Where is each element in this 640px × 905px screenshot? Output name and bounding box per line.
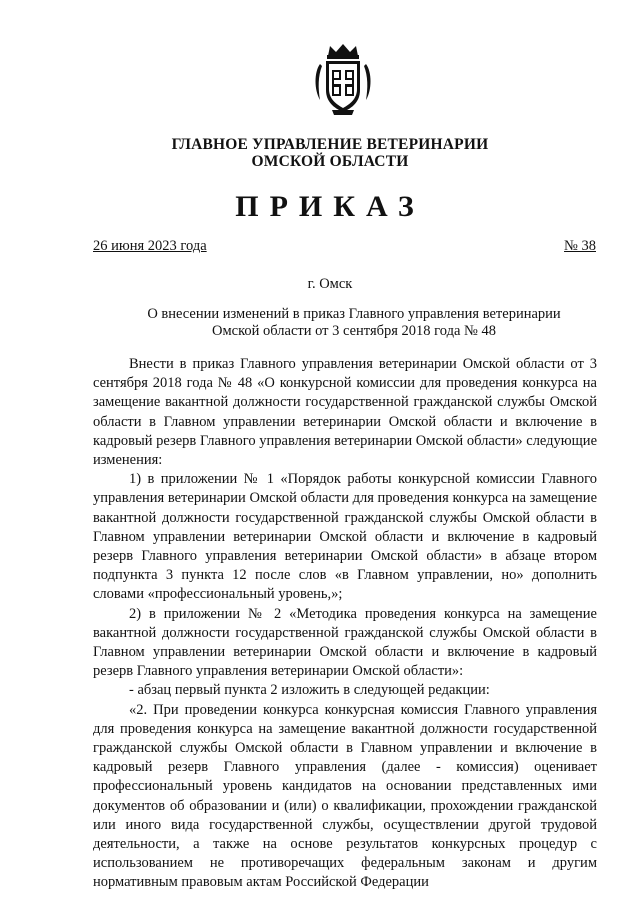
- organization-name-line1: ГЛАВНОЕ УПРАВЛЕНИЕ ВЕТЕРИНАРИИ: [171, 136, 489, 153]
- document-number: № 38: [564, 238, 596, 254]
- omsk-coat-of-arms-icon: [312, 42, 374, 116]
- body-paragraph: - абзац первый пункта 2 изложить в следующей редакции:: [129, 682, 490, 699]
- document-type-title: ПРИКАЗ: [235, 190, 425, 223]
- body-paragraph: 2) в приложении № 2 «Методика проведения конкурса на замещение вакантной должности государственной гражданской службы Омской области в Главном управлении ветеринарии Омской области и включение в кадровый резерв Главного управления ветеринарии Омской области»:: [93, 605, 597, 680]
- document-date: 26 июня 2023 года: [93, 238, 207, 254]
- document-city: г. Омск: [307, 276, 353, 292]
- body-paragraph: 1) в приложении № 1 «Порядок работы конкурсной комиссии Главного управления ветеринарии Омской области для проведения конкурса на замещение вакантной должности государственной гражданской службы Омской области в Главном управлении ветеринарии Омской области и включение в кадровый резерв Главного управления ветеринарии Омской области» в абзаце втором подпункта 3 пункта 12 после слов «в Главном управлении, но» дополнить словами «профессиональный уровень,»;: [93, 471, 597, 603]
- organization-name-line2: ОМСКОЙ ОБЛАСТИ: [251, 153, 409, 170]
- document-body: [93, 355, 597, 893]
- body-paragraph: «2. При проведении конкурса конкурсная комиссия Главного управления для проведения конкурса на замещение вакантной должности государственной гражданской службы Омской области в Главном управлении и включение в кадровый резерв Главного управления (далее - комиссия) оценивает профессиональный уровень кандидатов на основании представленных ими документов об образовании и (или) о квалификации, прохождении гражданской или иного вида государственной службы, осуществлении другой трудовой деятельности, а также на основе результатов конкурсных процедур с использованием не противоречащих федеральным законам и другим нормативным правовым актам Российской Федерации: [93, 701, 597, 891]
- body-paragraph: Внести в приказ Главного управления ветеринарии Омской области от 3 сентября 2018 года № 48 «О конкурсной комиссии для проведения конкурса на замещение вакантной должности государственной гражданской службы Омской области в Главном управлении ветеринарии Омской области и включение в кадровый резерв Главного управления ветеринарии Омской области» следующие изменения:: [93, 356, 597, 469]
- document-subject: О внесении изменений в приказ Главного управления ветеринарии Омской области от 3 сентября 2018 года № 48: [147, 306, 561, 339]
